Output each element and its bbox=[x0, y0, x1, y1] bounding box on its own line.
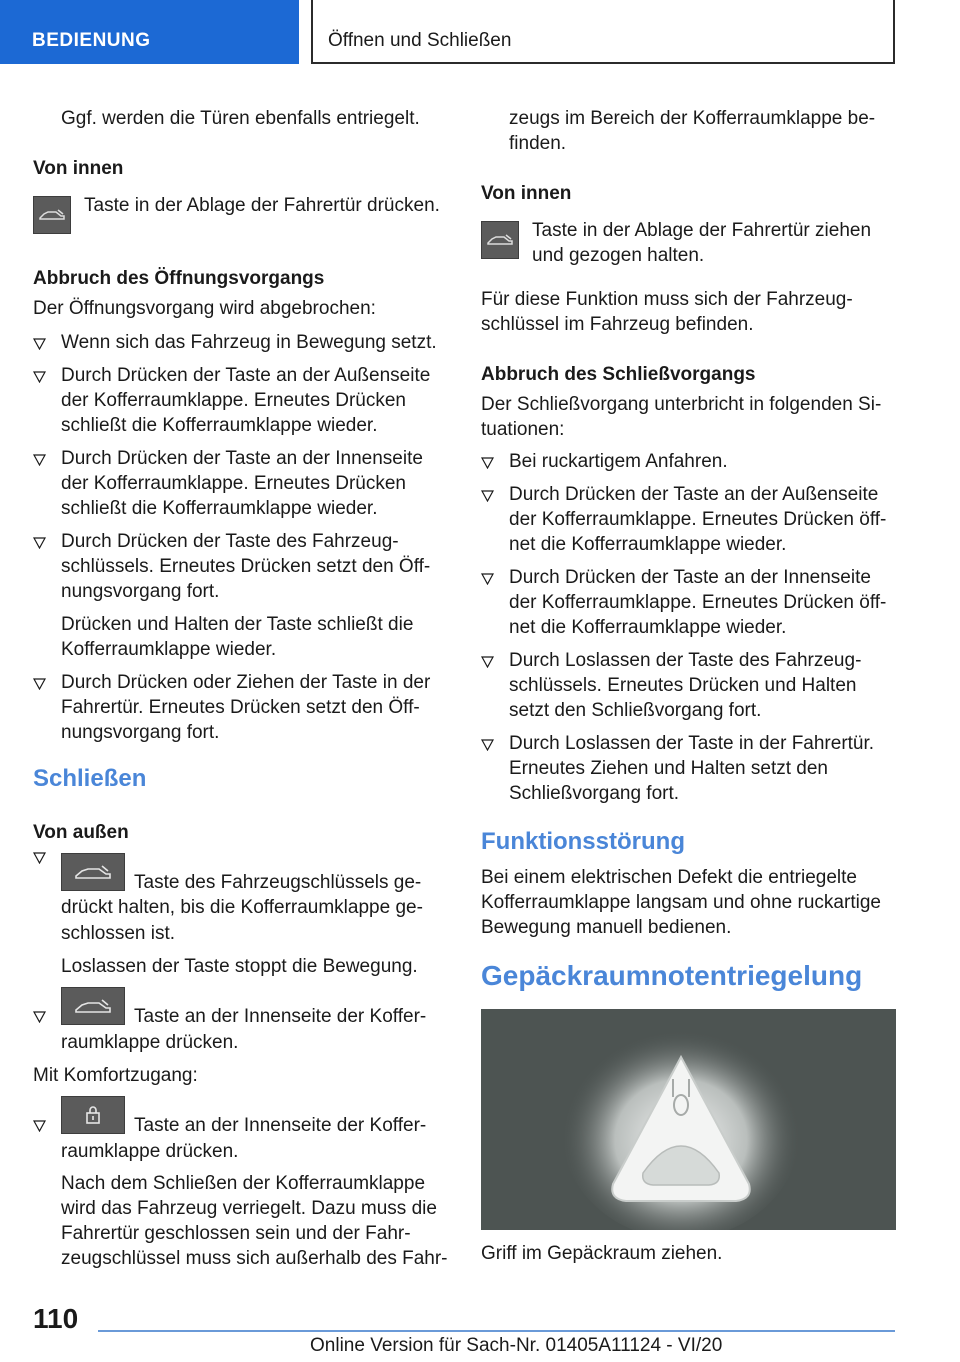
tailgate-icon bbox=[73, 997, 113, 1015]
section-tab bbox=[0, 0, 299, 64]
bullet-triangle-icon bbox=[33, 852, 47, 864]
list-item-line: drückt halten, bis die Kofferraumklappe ge- bbox=[61, 897, 423, 918]
bullet-triangle-icon bbox=[481, 739, 495, 751]
paragraph: zeugs im Bereich der Kofferraumklappe be- bbox=[509, 108, 876, 129]
paragraph: Kofferraumklappe langsam und ohne ruckartige bbox=[481, 892, 881, 913]
list-item-line: net die Kofferraumklappe wieder. bbox=[509, 617, 787, 638]
list-item-line: schlüssels. Erneutes Drücken und Halten bbox=[509, 675, 857, 696]
bullet-triangle-icon bbox=[481, 656, 495, 668]
list-item-line: Wenn sich das Fahrzeug in Bewegung setzt. bbox=[61, 332, 437, 353]
list-item-line: net die Kofferraumklappe wieder. bbox=[509, 534, 787, 555]
bullet-triangle-icon bbox=[33, 537, 47, 549]
bullet-triangle-icon bbox=[33, 371, 47, 383]
tailgate-icon bbox=[38, 208, 66, 222]
tailgate-icon bbox=[73, 863, 113, 881]
list-item-line: Durch Drücken oder Ziehen der Taste in der bbox=[61, 672, 431, 693]
section-heading-funktionsstoerung: Funktionsstörung bbox=[481, 828, 685, 855]
bullet-triangle-icon bbox=[33, 338, 47, 350]
bullet-triangle-icon bbox=[33, 1120, 47, 1132]
paragraph: schlüssel im Fahrzeug befinden. bbox=[481, 314, 754, 335]
list-item-line: Taste des Fahrzeugschlüssels ge- bbox=[134, 872, 422, 893]
list-item-line: Taste an der Innenseite der Koffer- bbox=[134, 1006, 427, 1027]
image-caption: Griff im Gepäckraum ziehen. bbox=[481, 1243, 723, 1264]
paragraph: Für diese Funktion muss sich der Fahrzeug- bbox=[481, 289, 853, 310]
list-item-line: Durch Loslassen der Taste des Fahrzeug- bbox=[509, 650, 862, 671]
list-item-sub: wird das Fahrzeug verriegelt. Dazu muss die bbox=[61, 1198, 437, 1219]
lock-button-image bbox=[61, 1096, 125, 1134]
list-item-line: Durch Drücken der Taste an der Außenseite bbox=[509, 484, 879, 505]
bullet-triangle-icon bbox=[33, 1011, 47, 1023]
tailgate-button-image bbox=[481, 221, 519, 259]
subheading-von-aussen: Von außen bbox=[33, 822, 129, 843]
list-item-line: Durch Drücken der Taste an der Innenseite bbox=[61, 448, 423, 469]
list-item-line: Erneutes Ziehen und Halten setzt den bbox=[509, 758, 828, 779]
paragraph: und gezogen halten. bbox=[532, 245, 705, 266]
list-item-line: Fahrertür. Erneutes Drücken setzt den Öff- bbox=[61, 697, 420, 718]
bullet-triangle-icon bbox=[481, 457, 495, 469]
subheading-abbruch-schliessen: Abbruch des Schließvorgangs bbox=[481, 364, 756, 385]
bullet-triangle-icon bbox=[33, 454, 47, 466]
page-number: 110 bbox=[33, 1303, 79, 1334]
footer-divider bbox=[98, 1330, 895, 1332]
tailgate-button-image bbox=[33, 196, 71, 234]
list-item-sub: zeugschlüssel muss sich außerhalb des Fahr- bbox=[61, 1248, 448, 1269]
paragraph: Bewegung manuell bedienen. bbox=[481, 917, 732, 938]
inner-tailgate-button-image bbox=[61, 987, 125, 1025]
list-item-line: Durch Drücken der Taste an der Innenseite bbox=[509, 567, 871, 588]
section-title: BEDIENUNG bbox=[32, 30, 151, 51]
list-item-line: der Kofferraumklappe. Erneutes Drücken öff- bbox=[509, 509, 887, 530]
footer-version: Online Version für Sach-Nr. 01405A11124 - VI/20 bbox=[310, 1335, 723, 1356]
subheading-von-innen: Von innen bbox=[33, 158, 124, 179]
list-item-line: schlüssels. Erneutes Drücken setzt den Öff- bbox=[61, 556, 431, 577]
section-heading-schliessen: Schließen bbox=[33, 765, 147, 792]
list-item-line: raumklappe drücken. bbox=[61, 1032, 239, 1053]
tailgate-icon bbox=[486, 233, 514, 247]
list-item-line: Durch Drücken der Taste des Fahrzeug- bbox=[61, 531, 399, 552]
paragraph: Bei einem elektrischen Defekt die entriegelte bbox=[481, 867, 857, 888]
list-item-sub: Nach dem Schließen der Kofferraumklappe bbox=[61, 1173, 426, 1194]
list-item-sub: Loslassen der Taste stoppt die Bewegung. bbox=[61, 956, 418, 977]
list-item-line: nungsvorgang fort. bbox=[61, 722, 220, 743]
paragraph: Taste in der Ablage der Fahrertür ziehen bbox=[532, 220, 872, 241]
list-item-line: Durch Loslassen der Taste in der Fahrertür. bbox=[509, 733, 875, 754]
lock-icon bbox=[85, 1105, 101, 1125]
chapter-title: Öffnen und Schließen bbox=[328, 30, 512, 51]
list-item-line: Schließvorgang fort. bbox=[509, 783, 680, 804]
bullet-triangle-icon bbox=[33, 678, 47, 690]
list-item-line: nungsvorgang fort. bbox=[61, 581, 220, 602]
list-item-line: schließt die Kofferraumklappe wieder. bbox=[61, 415, 378, 436]
chapter-tab bbox=[311, 0, 895, 64]
list-item-line: Bei ruckartigem Anfahren. bbox=[509, 451, 728, 472]
list-item-line: der Kofferraumklappe. Erneutes Drücken öff- bbox=[509, 592, 887, 613]
list-item-line: Taste an der Innenseite der Koffer- bbox=[134, 1115, 427, 1136]
list-item-line: raumklappe drücken. bbox=[61, 1141, 239, 1162]
paragraph: Mit Komfortzugang: bbox=[33, 1065, 198, 1086]
subheading-von-innen: Von innen bbox=[481, 183, 572, 204]
list-item-line: Durch Drücken der Taste an der Außenseite bbox=[61, 365, 431, 386]
list-item-sub: Kofferraumklappe wieder. bbox=[61, 639, 277, 660]
paragraph: Der Schließvorgang unterbricht in folgenden Si- bbox=[481, 394, 882, 415]
bullet-triangle-icon bbox=[481, 490, 495, 502]
list-item-line: setzt den Schließvorgang fort. bbox=[509, 700, 762, 721]
paragraph: tuationen: bbox=[481, 419, 565, 440]
paragraph: Der Öffnungsvorgang wird abgebrochen: bbox=[33, 298, 376, 319]
list-item-line: der Kofferraumklappe. Erneutes Drücken bbox=[61, 390, 406, 411]
bullet-triangle-icon bbox=[481, 573, 495, 585]
remote-tailgate-button-image bbox=[61, 853, 125, 891]
list-item-sub: Fahrertür geschlossen sein und der Fahr- bbox=[61, 1223, 411, 1244]
list-item-line: schließt die Kofferraumklappe wieder. bbox=[61, 498, 378, 519]
emergency-release-handle-photo bbox=[481, 1009, 896, 1230]
section-heading-notentriegelung: Gepäckraumnotentriegelung bbox=[481, 960, 863, 991]
paragraph: Ggf. werden die Türen ebenfalls entriegelt. bbox=[61, 108, 420, 129]
paragraph: finden. bbox=[509, 133, 567, 154]
list-item-line: der Kofferraumklappe. Erneutes Drücken bbox=[61, 473, 406, 494]
list-item-sub: Drücken und Halten der Taste schließt die bbox=[61, 614, 414, 635]
paragraph: Taste in der Ablage der Fahrertür drücken. bbox=[84, 195, 440, 216]
list-item-line: schlossen ist. bbox=[61, 923, 176, 944]
subheading-abbruch-oeffnung: Abbruch des Öffnungsvorgangs bbox=[33, 268, 325, 289]
